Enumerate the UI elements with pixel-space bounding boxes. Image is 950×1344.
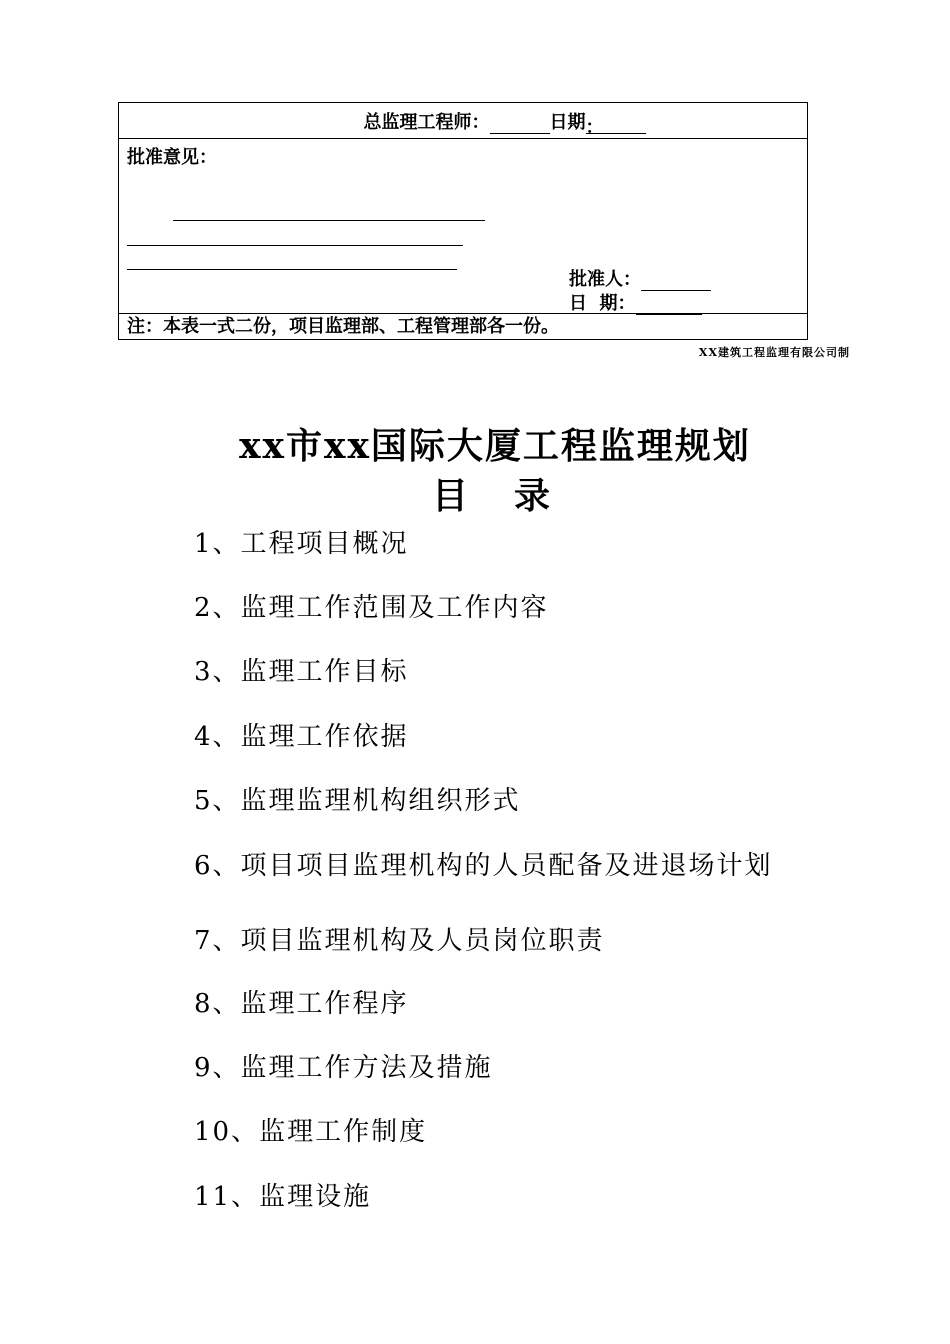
toc-item[interactable]: 6、项目项目监理机构的人员配备及进退场计划: [194, 851, 773, 881]
toc-item[interactable]: 11、监理设施: [194, 1182, 372, 1212]
toc-item[interactable]: 2、监理工作范围及工作内容: [194, 593, 549, 623]
chief-engineer-label: 总监理工程师：: [363, 111, 490, 133]
date-blank[interactable]: [585, 113, 646, 138]
approver-blank[interactable]: [641, 270, 711, 291]
toc-item[interactable]: 8、监理工作程序: [194, 989, 409, 1019]
approve-date-label: 日 期：: [569, 293, 636, 314]
date-label: 日期: [549, 111, 586, 133]
approver-field: [569, 265, 711, 291]
toc-heading-char-2: 录: [514, 475, 551, 517]
date-colon: ：: [585, 116, 604, 138]
approve-date-field: [569, 289, 702, 315]
document-title: xx市xx国际大厦工程监理规划: [239, 425, 751, 467]
toc-item[interactable]: 1、工程项目概况: [194, 529, 409, 559]
approval-opinion-label: 批准意见：: [127, 147, 217, 168]
form-note: 注：本表一式二份，项目监理部、工程管理部各一份。: [119, 314, 808, 340]
toc-heading-char-1: 目: [432, 475, 469, 517]
toc-item[interactable]: 5、监理监理机构组织形式: [194, 786, 521, 816]
approval-form-table: [118, 102, 808, 340]
signature-row: [119, 103, 808, 139]
chief-engineer-signature: [363, 108, 646, 138]
toc-item[interactable]: 9、监理工作方法及措施: [194, 1053, 493, 1083]
toc-item[interactable]: 4、监理工作依据: [194, 722, 409, 752]
toc-item[interactable]: 3、监理工作目标: [194, 657, 409, 687]
approve-date-blank[interactable]: [636, 294, 702, 315]
opinion-line-1[interactable]: [173, 220, 485, 221]
toc-heading: [432, 468, 550, 519]
approver-label: 批准人：: [569, 269, 641, 290]
toc-item[interactable]: 10、监理工作制度: [194, 1117, 428, 1147]
company-name: XX建筑工程监理有限公司制: [698, 346, 850, 359]
approval-opinion-cell: [119, 139, 808, 314]
opinion-line-2[interactable]: [127, 245, 463, 246]
toc-item[interactable]: 7、项目监理机构及人员岗位职责: [194, 926, 605, 956]
opinion-line-3[interactable]: [127, 269, 457, 270]
chief-engineer-blank[interactable]: [490, 113, 550, 134]
